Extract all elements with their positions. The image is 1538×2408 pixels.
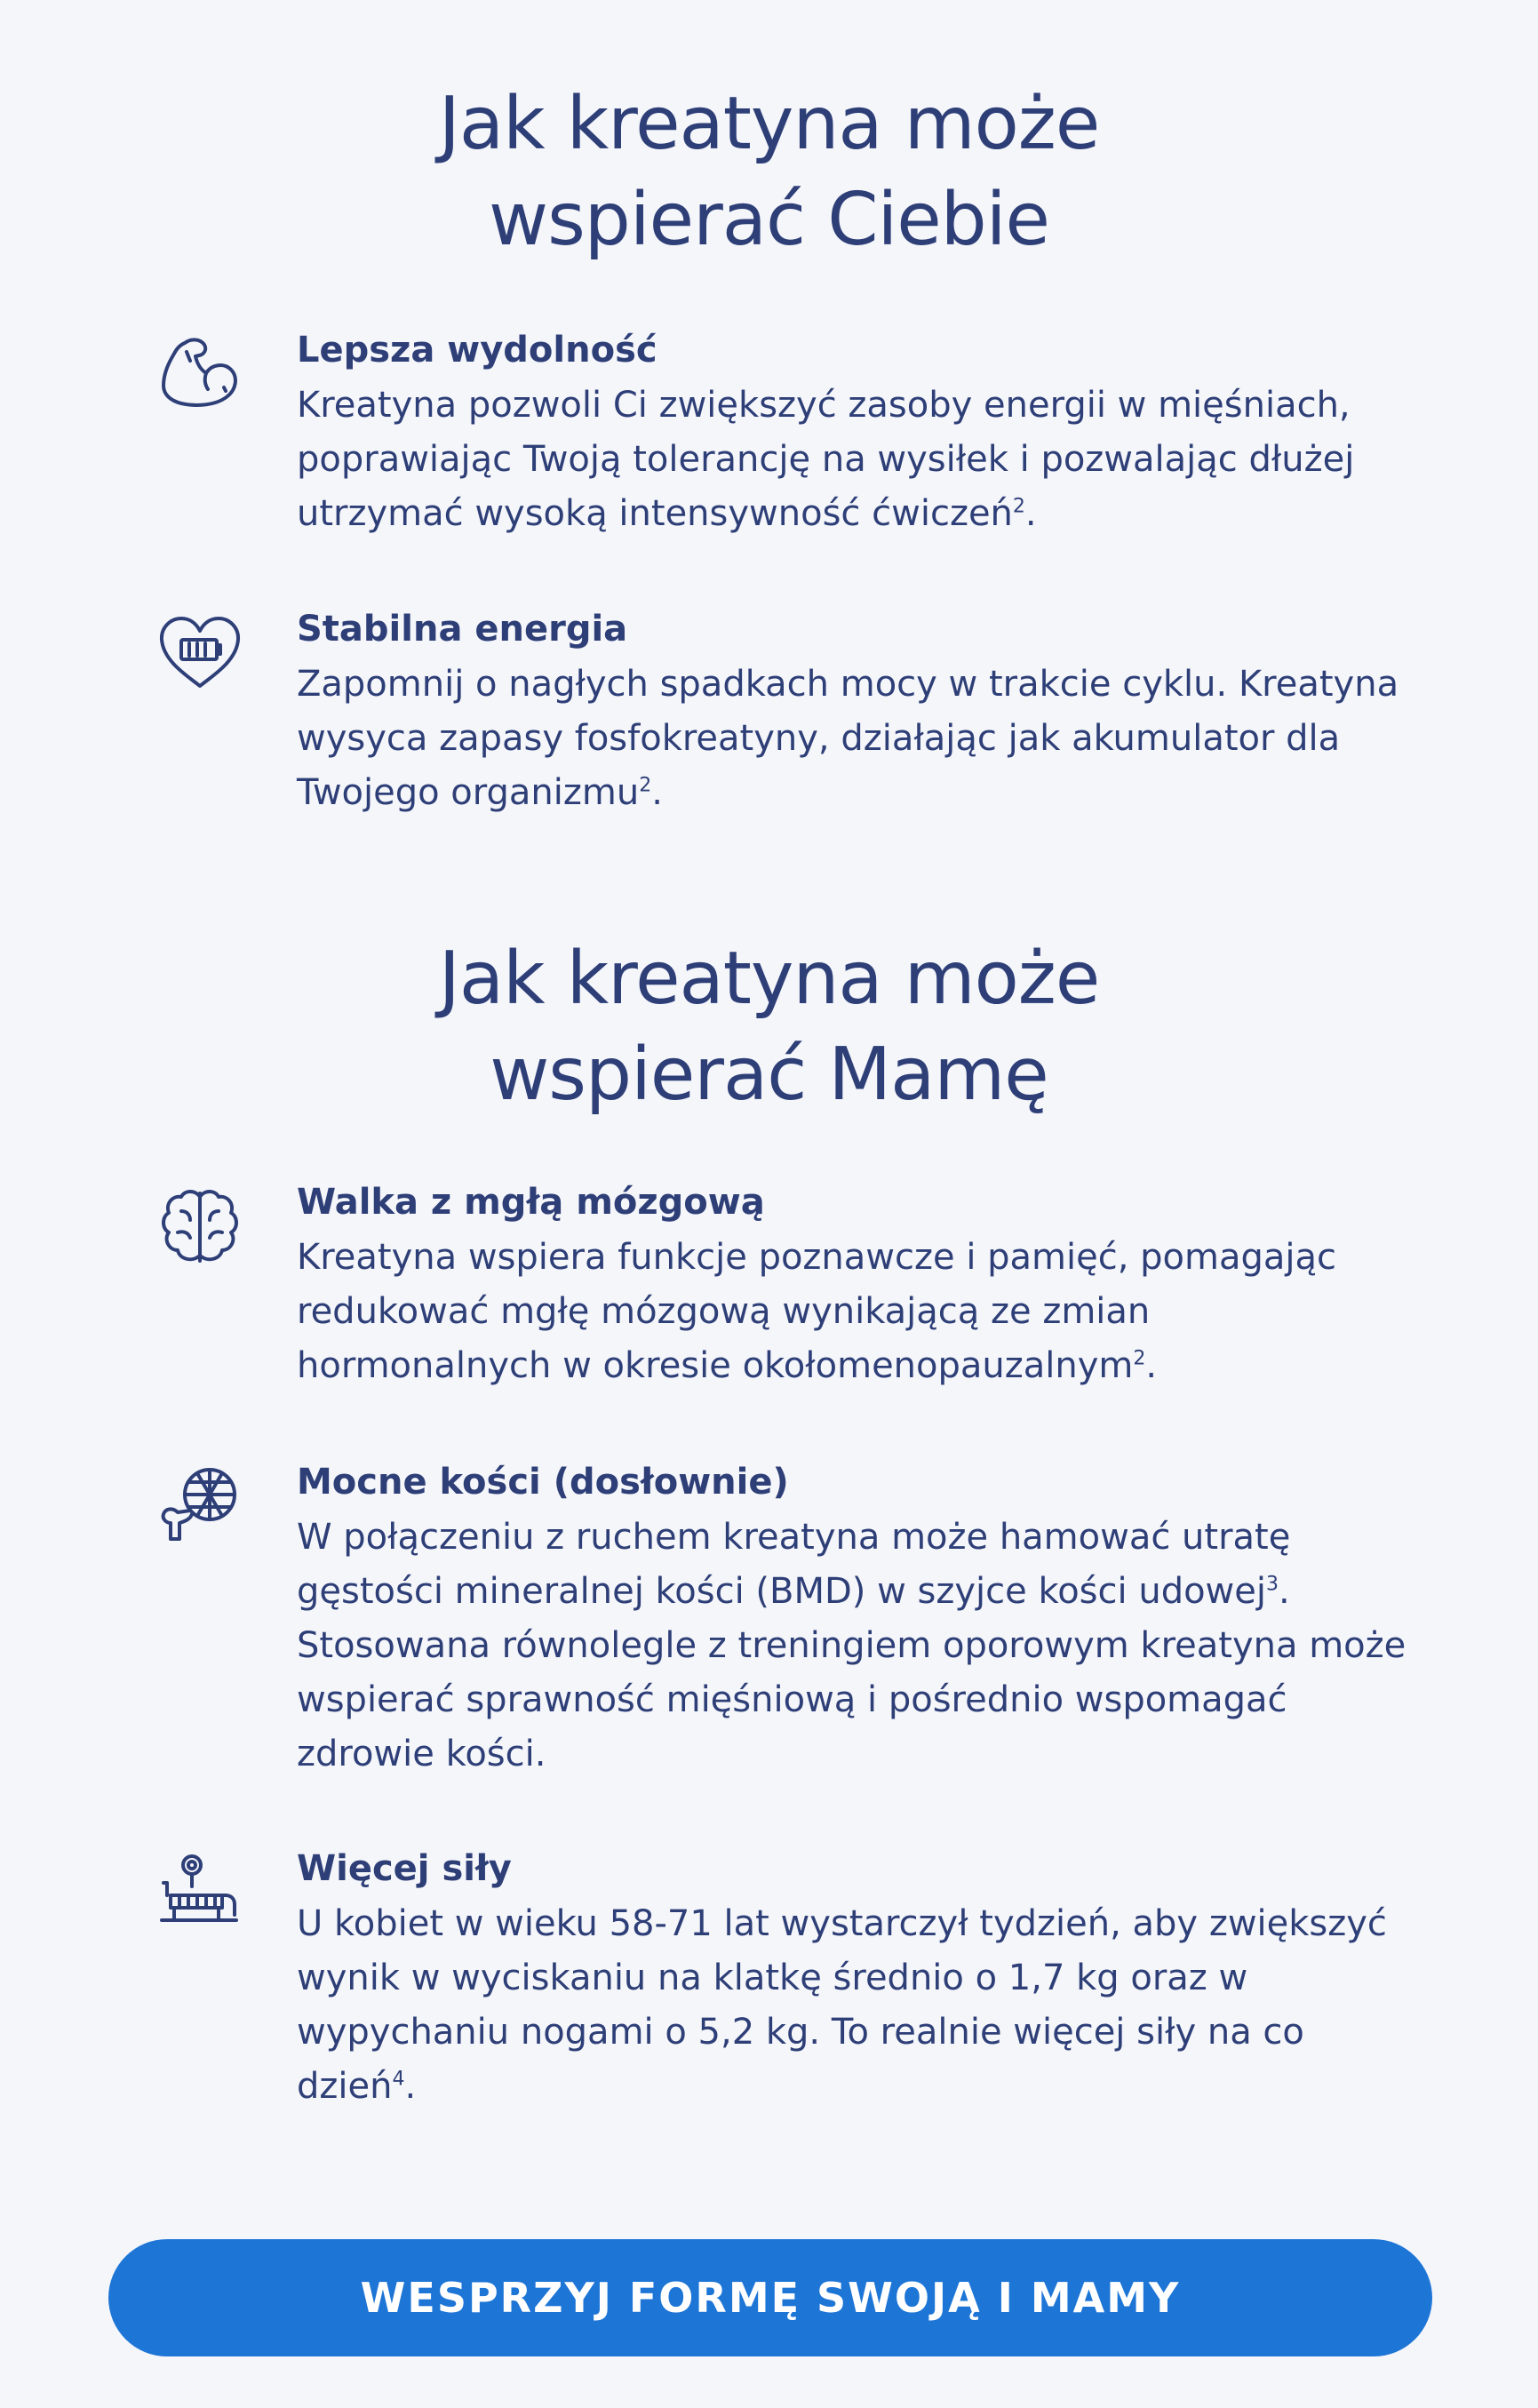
footnote-ref: 2 [639, 774, 652, 797]
bone-density-icon [151, 1457, 249, 1555]
footnote-ref: 4 [392, 2068, 405, 2091]
section-title-mom [0, 931, 1538, 1123]
benefit-text [297, 1511, 1407, 1782]
section-title-you-line1: Jak kreatyna może [438, 82, 1100, 166]
section-title-mom-line2: wspierać Mamę [490, 1033, 1048, 1117]
benefit-text-main: U kobiet w wieku 58-71 lat wystarczył tydzień, aby zwiększyć wynik w wyciskaniu na klatkę średnio o 1,7 kg oraz w wypychaniu nogami o 5,2 kg. To realnie więcej siły na co dzień [297, 1903, 1387, 2107]
benefit-body [297, 1844, 1407, 2114]
benefit-heading: Lepsza wydolność [297, 330, 657, 371]
benefit-text-main: Kreatyna pozwoli Ci zwiększyć zasoby energii w mięśniach, poprawiając Twoją tolerancję na wysiłek i pozwalając dłużej utrzymać wysoką intensywność ćwiczeń [297, 385, 1355, 534]
benefit-text-tail: . Stosowana równolegle z treningiem oporowym kreatyna może wspierać sprawność mięśniową i pośrednio wspomagać zdrowie kości. [297, 1571, 1407, 1774]
benefit-text-main: Kreatyna wspiera funkcje poznawcze i pamięć, pomagając redukować mgłę mózgową wynikającą ze zmian hormonalnych w okresie okołomenopauzalnym [297, 1237, 1337, 1386]
benefit-heading: Walka z mgłą mózgową [297, 1182, 765, 1223]
footnote-ref: 2 [1133, 1347, 1146, 1370]
section-title-you-line2: wspierać Ciebie [489, 178, 1049, 262]
footnote-ref: 3 [1266, 1573, 1279, 1596]
bench-press-icon [151, 1844, 249, 1942]
section-title-mom-line1: Jak kreatyna może [438, 937, 1100, 1021]
benefit-text [297, 1897, 1407, 2114]
benefit-body [297, 1457, 1407, 1782]
benefit-heading: Stabilna energia [297, 609, 628, 650]
benefit-heading: Mocne kości (dosłownie) [297, 1462, 789, 1503]
benefit-text-main: Zapomnij o nagłych spadkach mocy w trakcie cyklu. Kreatyna wysyca zapasy fosfokreatyny, działając jak akumulator dla Twojego organizmu [297, 664, 1399, 813]
benefit-body [297, 1177, 1407, 1393]
benefit-body [297, 325, 1407, 541]
flexed-arm-icon [151, 325, 249, 423]
benefit-text-tail: . [651, 772, 663, 813]
heart-battery-icon [151, 604, 249, 702]
footnote-ref: 2 [1012, 495, 1025, 518]
benefit-text [297, 1231, 1407, 1393]
brain-icon [151, 1177, 249, 1275]
benefit-text-tail: . [1145, 1345, 1158, 1386]
benefit-text-tail: . [404, 2066, 417, 2107]
benefit-text [297, 658, 1407, 820]
benefit-body [297, 604, 1407, 820]
benefit-text-main: W połączeniu z ruchem kreatyna może hamować utratę gęstości mineralnej kości (BMD) w szyjce kości udowej [297, 1517, 1291, 1612]
section-title-you [0, 76, 1538, 268]
benefit-text [297, 379, 1407, 541]
cta-button[interactable]: WESPRZYJ FORMĘ SWOJĄ I MAMY [108, 2239, 1432, 2356]
benefit-heading: Więcej siły [297, 1848, 512, 1889]
benefit-text-tail: . [1024, 493, 1037, 534]
